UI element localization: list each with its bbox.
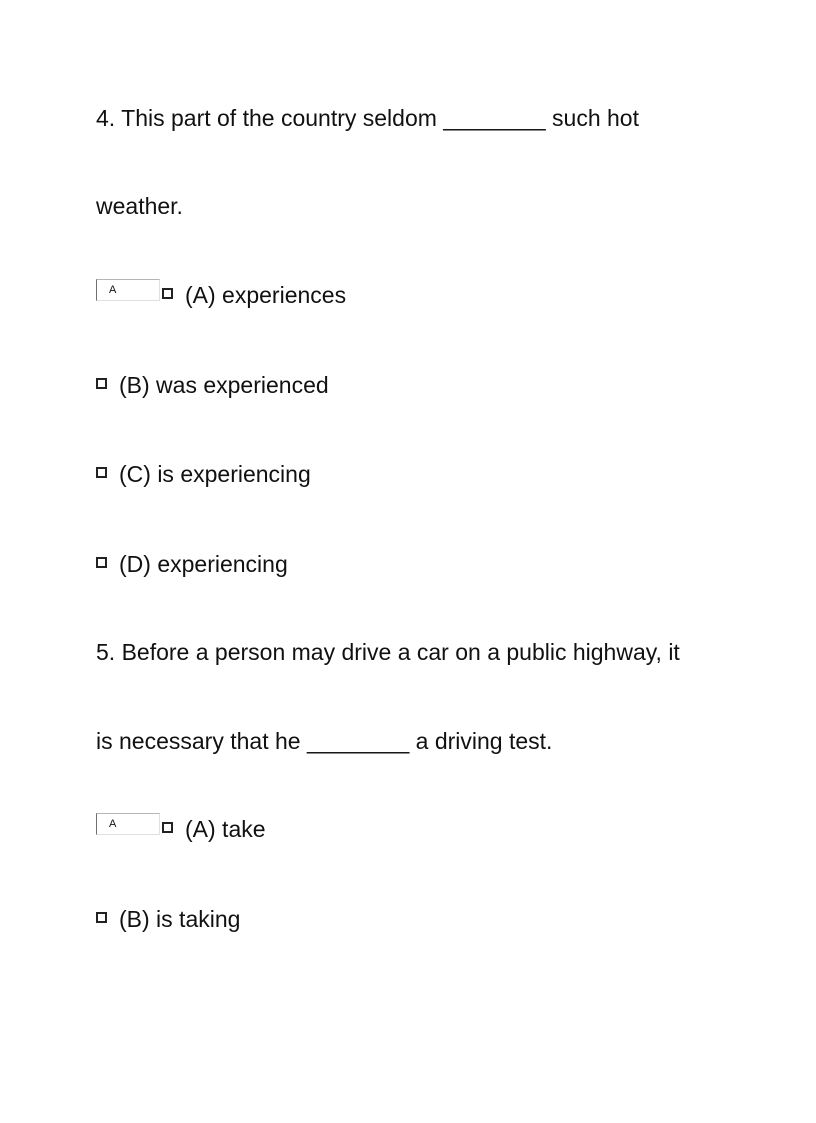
checkbox-icon[interactable] (162, 822, 173, 833)
option-label: (A) take (185, 816, 266, 842)
checkbox-icon[interactable] (96, 378, 107, 389)
question-4-option-c[interactable] (96, 460, 311, 488)
checkbox-icon[interactable] (162, 288, 173, 299)
question-4-option-a[interactable] (162, 281, 346, 309)
option-label: (B) is taking (119, 906, 241, 932)
option-label: (D) experiencing (119, 551, 288, 577)
question-5-option-b[interactable] (96, 905, 240, 933)
checkbox-icon[interactable] (96, 467, 107, 478)
question-5-line-2: is necessary that he ________ a driving test. (96, 728, 553, 754)
option-label: (A) experiences (185, 282, 347, 308)
option-label: (C) is experiencing (119, 461, 311, 487)
question-4-answer-field[interactable]: A (96, 279, 160, 301)
question-4-line-2: weather. (96, 193, 183, 219)
checkbox-icon[interactable] (96, 557, 107, 568)
question-4-line-1: 4. This part of the country seldom ________ such hot (96, 105, 639, 131)
question-5-answer-field[interactable]: A (96, 813, 160, 835)
question-5-option-a[interactable] (162, 815, 266, 843)
option-label: (B) was experienced (119, 372, 329, 398)
question-4-option-b[interactable] (96, 371, 329, 399)
checkbox-icon[interactable] (96, 912, 107, 923)
question-4-option-d[interactable] (96, 550, 288, 578)
question-5-line-1: 5. Before a person may drive a car on a public highway, it (96, 639, 680, 665)
